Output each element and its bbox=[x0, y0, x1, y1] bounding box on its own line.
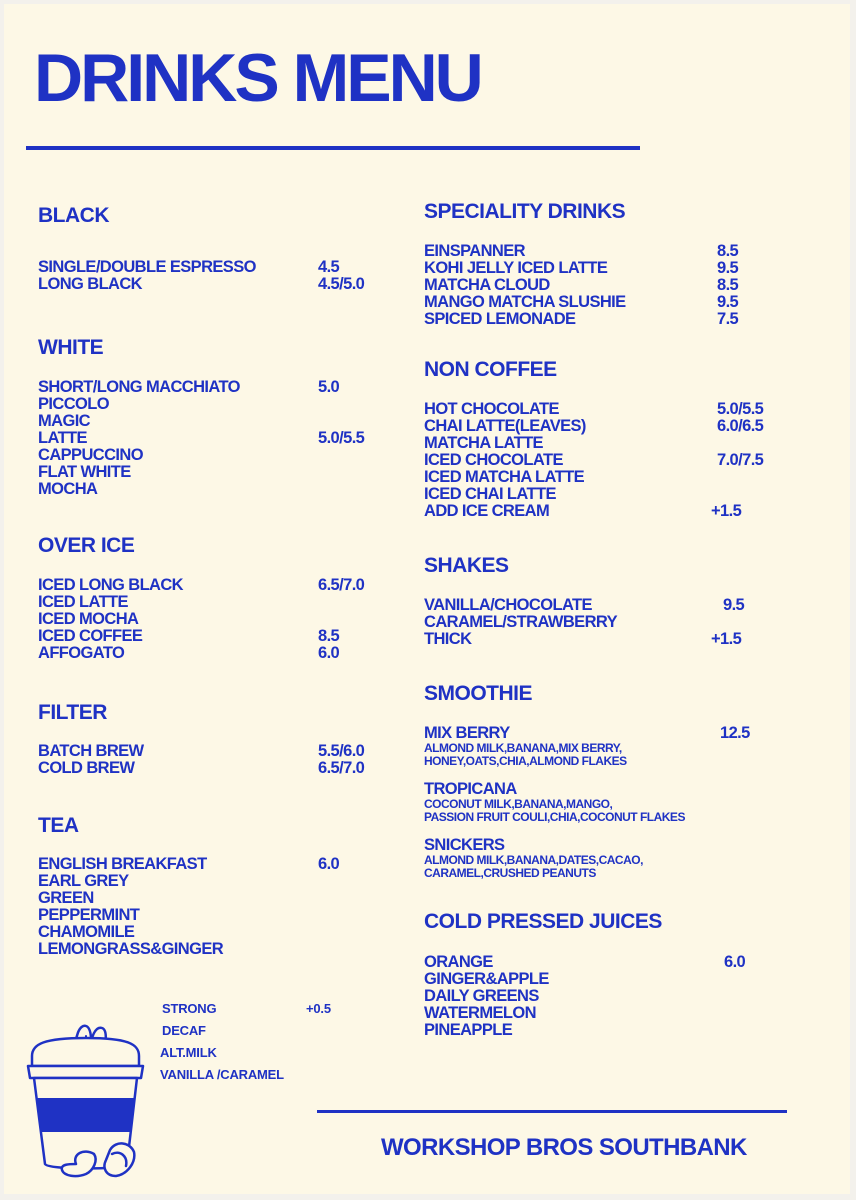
section-items bbox=[38, 742, 365, 777]
section-heading: SMOOTHIE bbox=[424, 682, 533, 705]
item-label: TROPICANA bbox=[424, 780, 517, 798]
item-price: 8.5 bbox=[717, 276, 739, 294]
item-label: MATCHA CLOUD bbox=[424, 276, 550, 294]
item-label: VANILLA/CHOCOLATE bbox=[424, 596, 592, 614]
item-price: 7.0/7.5 bbox=[717, 451, 764, 469]
item-label: ICED MATCHA LATTE bbox=[424, 468, 584, 486]
item-price: +1.5 bbox=[711, 502, 742, 520]
item-label: MAGIC bbox=[38, 412, 90, 430]
item-label: MATCHA LATTE bbox=[424, 434, 543, 452]
menu-item bbox=[424, 614, 617, 631]
item-label: CAPPUCCINO bbox=[38, 446, 143, 464]
menu-item bbox=[38, 759, 365, 777]
section-heading: SPECIALITY DRINKS bbox=[424, 200, 626, 223]
section-heading: COLD PRESSED JUICES bbox=[424, 910, 662, 933]
section-items bbox=[38, 258, 365, 293]
item-price: 7.5 bbox=[717, 310, 739, 328]
item-label: MIX BERRY bbox=[424, 724, 510, 742]
item-label: FLAT WHITE bbox=[38, 463, 131, 481]
item-description: CARAMEL,CRUSHED PEANUTS bbox=[424, 865, 596, 880]
section-heading: OVER ICE bbox=[38, 534, 135, 557]
menu-item bbox=[424, 953, 746, 971]
menu-item bbox=[424, 417, 764, 435]
item-label: WATERMELON bbox=[424, 1004, 536, 1022]
item-label: ICED CHOCOLATE bbox=[424, 451, 563, 469]
section-items bbox=[424, 400, 764, 520]
coffee-cup-mascot-icon bbox=[24, 1014, 149, 1184]
menu-item bbox=[424, 837, 643, 854]
menu-item bbox=[38, 429, 365, 447]
item-label: LATTE bbox=[38, 429, 87, 447]
section-items bbox=[424, 724, 750, 768]
menu-item bbox=[424, 451, 764, 469]
menu-item bbox=[38, 413, 240, 430]
menu-item bbox=[38, 576, 365, 594]
menu-item bbox=[38, 611, 183, 628]
menu-item bbox=[424, 400, 764, 418]
menu-item bbox=[424, 435, 586, 452]
item-label: MANGO MATCHA SLUSHIE bbox=[424, 293, 626, 311]
item-label: KOHI JELLY ICED LATTE bbox=[424, 259, 608, 277]
item-label: ICED MOCHA bbox=[38, 610, 139, 628]
item-description: HONEY,OATS,CHIA,ALMOND FLAKES bbox=[424, 753, 627, 768]
item-label: CARAMEL/STRAWBERRY bbox=[424, 613, 618, 631]
item-price: 6.0 bbox=[724, 953, 746, 971]
item-price: 5.5/6.0 bbox=[318, 742, 365, 760]
item-label: PEPPERMINT bbox=[38, 906, 140, 924]
item-price: 6.0 bbox=[318, 855, 340, 873]
item-price: 5.0 bbox=[318, 378, 340, 396]
menu-item bbox=[424, 1022, 549, 1039]
item-label: ENGLISH BREAKFAST bbox=[38, 855, 207, 873]
menu-item bbox=[424, 971, 549, 988]
section-items bbox=[424, 837, 643, 879]
title-underline bbox=[26, 146, 640, 150]
item-label: BATCH BREW bbox=[38, 742, 144, 760]
section-items bbox=[424, 781, 685, 823]
item-label: ICED CHAI LATTE bbox=[424, 485, 556, 503]
item-description: PASSION FRUIT COULI,CHIA,COCONUT FLAKES bbox=[424, 809, 685, 824]
section-items bbox=[424, 596, 745, 648]
menu-item bbox=[424, 502, 742, 520]
menu-item bbox=[38, 594, 183, 611]
item-price: 4.5/5.0 bbox=[318, 275, 365, 293]
item-price: 9.5 bbox=[723, 596, 745, 614]
item-price: 6.5/7.0 bbox=[318, 759, 365, 777]
section-items bbox=[424, 242, 739, 328]
section-items bbox=[424, 953, 746, 1039]
section-heading: FILTER bbox=[38, 701, 107, 724]
menu-item bbox=[38, 378, 340, 396]
section-items bbox=[38, 378, 365, 498]
item-label: CHAI LATTE(LEAVES) bbox=[424, 417, 586, 435]
menu-item bbox=[424, 596, 745, 614]
menu-item bbox=[38, 873, 223, 890]
item-label: EINSPANNER bbox=[424, 242, 525, 260]
item-price: 6.0/6.5 bbox=[717, 417, 764, 435]
item-price: +1.5 bbox=[711, 630, 742, 648]
menu-item bbox=[424, 259, 739, 277]
menu-item bbox=[424, 469, 586, 486]
menu-item bbox=[424, 310, 739, 328]
item-price: 6.5/7.0 bbox=[318, 576, 365, 594]
menu-item bbox=[424, 988, 549, 1005]
item-label: HOT CHOCOLATE bbox=[424, 400, 559, 418]
menu-title: DRINKS MENU bbox=[34, 40, 481, 116]
item-label: COLD BREW bbox=[38, 759, 135, 777]
menu-item bbox=[424, 293, 739, 311]
menu-item bbox=[38, 258, 340, 276]
item-price: 8.5 bbox=[318, 627, 340, 645]
item-label: SNICKERS bbox=[424, 836, 505, 854]
menu-item bbox=[38, 855, 340, 873]
menu-item bbox=[38, 644, 340, 662]
item-price: 5.0/5.5 bbox=[717, 400, 764, 418]
menu-item bbox=[38, 924, 223, 941]
item-price: 8.5 bbox=[717, 242, 739, 260]
menu-item bbox=[38, 627, 340, 645]
menu-item bbox=[38, 941, 223, 958]
item-label: LONG BLACK bbox=[38, 275, 142, 293]
section-heading: NON COFFEE bbox=[424, 358, 557, 381]
item-label: LEMONGRASS&GINGER bbox=[38, 940, 224, 958]
item-description: ALMOND MILK,BANANA,MIX BERRY, bbox=[424, 741, 622, 755]
item-label: SPICED LEMONADE bbox=[424, 310, 576, 328]
item-price: 6.0 bbox=[318, 644, 340, 662]
section-items bbox=[38, 855, 340, 958]
menu-item bbox=[424, 724, 750, 742]
item-label: PINEAPPLE bbox=[424, 1021, 513, 1039]
item-label: MOCHA bbox=[38, 480, 98, 498]
item-description: ALMOND MILK,BANANA,DATES,CACAO, bbox=[424, 853, 643, 867]
menu-item bbox=[424, 781, 685, 798]
menu-item bbox=[38, 464, 240, 481]
item-label: ORANGE bbox=[424, 953, 493, 971]
menu-item bbox=[424, 630, 742, 648]
menu-page bbox=[4, 4, 850, 1194]
item-label: GREEN bbox=[38, 889, 94, 907]
item-price: 9.5 bbox=[717, 293, 739, 311]
menu-item bbox=[38, 742, 365, 760]
extra-decaf: DECAF bbox=[162, 1023, 206, 1038]
menu-item bbox=[38, 481, 240, 498]
item-label: GINGER&APPLE bbox=[424, 970, 549, 988]
section-heading: BLACK bbox=[38, 204, 109, 227]
item-price: 5.0/5.5 bbox=[318, 429, 365, 447]
item-label: CHAMOMILE bbox=[38, 923, 135, 941]
item-description: COCONUT MILK,BANANA,MANGO, bbox=[424, 797, 613, 811]
menu-item bbox=[424, 242, 739, 260]
item-label: ICED COFFEE bbox=[38, 627, 143, 645]
section-heading: WHITE bbox=[38, 336, 104, 359]
item-price: 4.5 bbox=[318, 258, 340, 276]
item-price: 12.5 bbox=[720, 724, 750, 742]
item-label: SHORT/LONG MACCHIATO bbox=[38, 378, 240, 396]
menu-item bbox=[38, 396, 240, 413]
item-price: 9.5 bbox=[717, 259, 739, 277]
menu-item bbox=[38, 447, 240, 464]
footer-store-name: WORKSHOP BROS SOUTHBANK bbox=[381, 1134, 747, 1161]
menu-item bbox=[38, 907, 223, 924]
item-label: PICCOLO bbox=[38, 395, 109, 413]
item-label: ICED LONG BLACK bbox=[38, 576, 183, 594]
menu-item bbox=[38, 275, 365, 293]
item-label: THICK bbox=[424, 630, 472, 648]
extra-strong: STRONG bbox=[162, 1001, 217, 1016]
item-label: DAILY GREENS bbox=[424, 987, 539, 1005]
menu-item bbox=[424, 486, 586, 503]
section-items bbox=[38, 576, 365, 662]
item-label: ADD ICE CREAM bbox=[424, 502, 550, 520]
extra-alt-milk: ALT.MILK bbox=[160, 1045, 217, 1060]
menu-item bbox=[424, 1005, 549, 1022]
extra-price: +0.5 bbox=[306, 1001, 331, 1016]
footer-rule bbox=[317, 1110, 787, 1113]
item-label: SINGLE/DOUBLE ESPRESSO bbox=[38, 258, 256, 276]
item-label: EARL GREY bbox=[38, 872, 129, 890]
section-heading: TEA bbox=[38, 814, 79, 837]
item-label: ICED LATTE bbox=[38, 593, 128, 611]
extra-vanilla-caramel: VANILLA /CARAMEL bbox=[160, 1067, 284, 1082]
item-label: AFFOGATO bbox=[38, 644, 125, 662]
menu-item bbox=[38, 890, 223, 907]
section-heading: SHAKES bbox=[424, 554, 509, 577]
menu-item bbox=[424, 276, 739, 294]
